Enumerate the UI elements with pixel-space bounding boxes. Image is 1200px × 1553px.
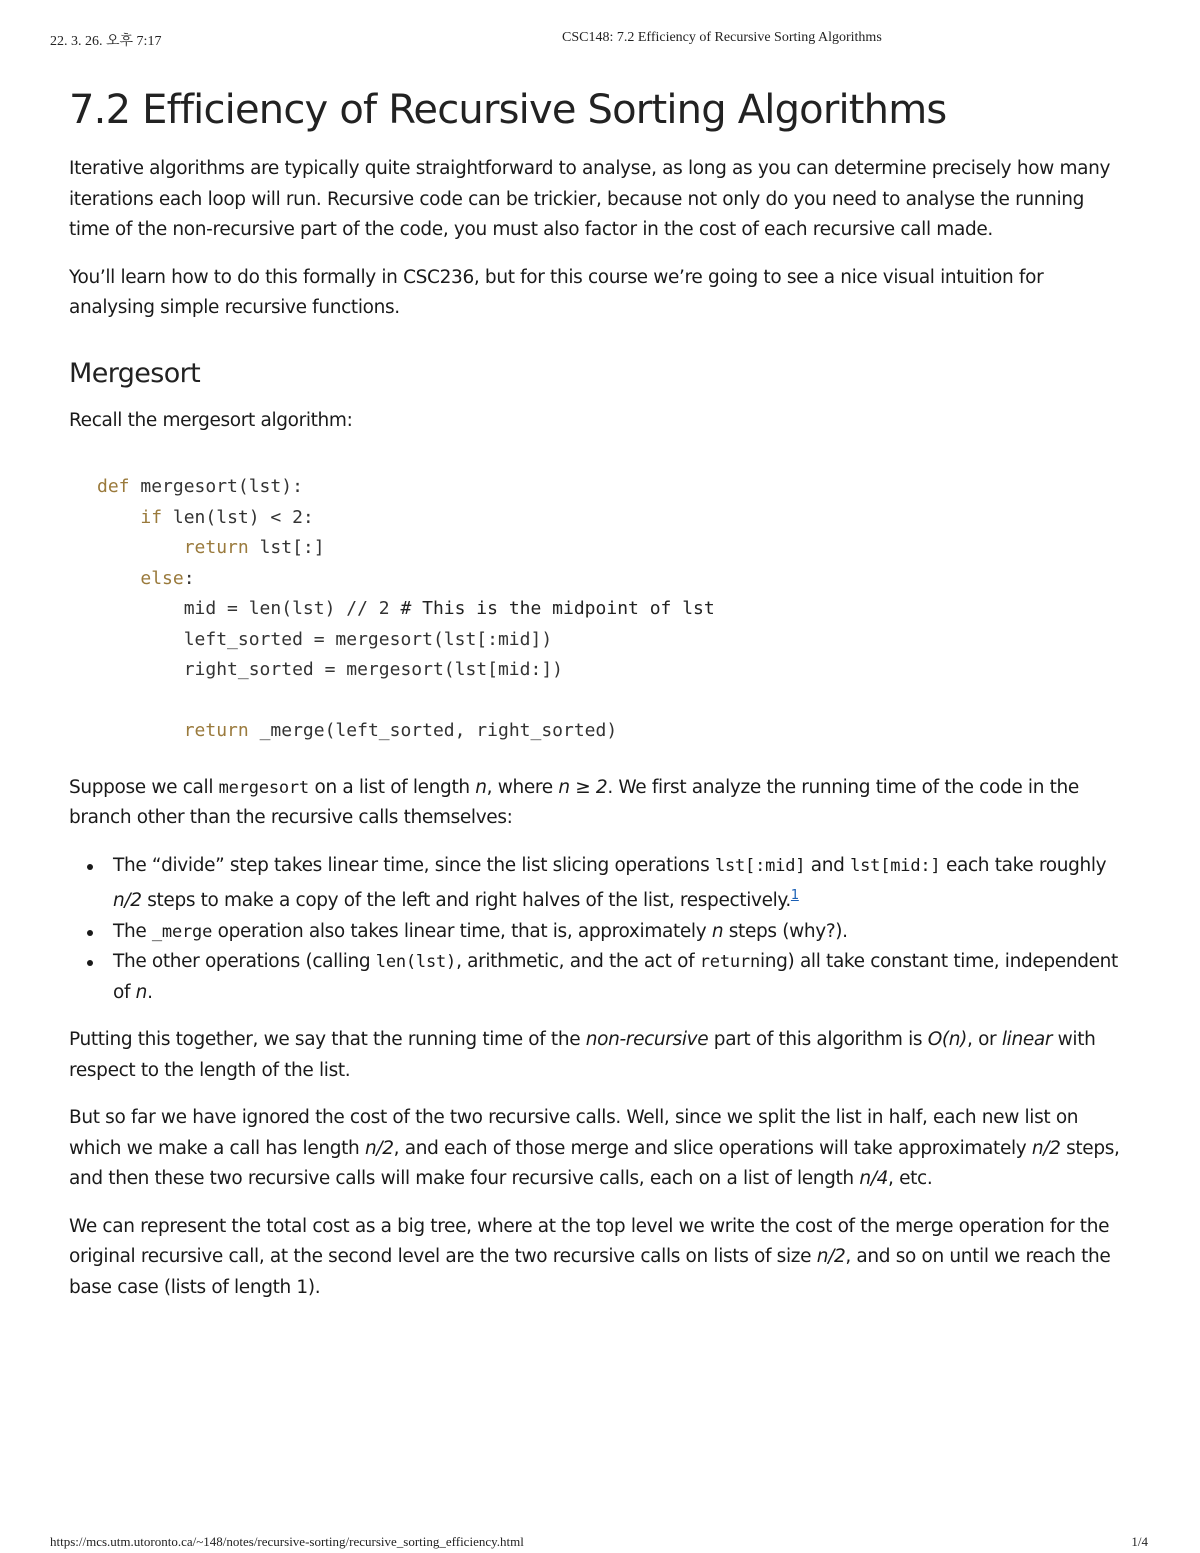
inline-code: lst[mid:]	[850, 855, 941, 876]
emphasis: non-recursive	[585, 1029, 709, 1051]
text-run: operation also takes linear time, that is, approximately	[212, 920, 712, 942]
cost-tree-paragraph	[69, 1212, 1129, 1304]
text-run: , or	[967, 1029, 1002, 1051]
text-run: , etc.	[888, 1168, 933, 1190]
text-run: .	[147, 981, 153, 1003]
intro-paragraph-1: Iterative algorithms are typically quite straightforward to analyse, as long as you can determine precisely how many iterations each loop will run. Recursive code can be trickier, because not only do you need to analyse the running time of the non-recursive part of the code, you must also factor in the cost of each recursive call made.	[69, 158, 1111, 240]
article	[69, 82, 1129, 1320]
code-text: right_sorted = mergesort(lst[mid:])	[183, 659, 563, 680]
bullet-other-operations	[113, 947, 1129, 1008]
print-url: https://mcs.utm.utoronto.ca/~148/notes/recursive-sorting/recursive_sorting_efficiency.html	[50, 1534, 524, 1549]
text-run: The other operations (calling	[113, 951, 376, 973]
cost-bullet-list	[69, 851, 1129, 1009]
math-n: n	[135, 981, 148, 1003]
text-run: on a list of length	[308, 776, 476, 798]
text-run: and	[805, 854, 851, 876]
code-keyword: def	[97, 476, 130, 497]
code-keyword: return	[183, 537, 249, 558]
math-n-half: n/2	[816, 1246, 846, 1268]
footnote-link-1[interactable]: 1	[790, 888, 799, 903]
text-run: steps (why?).	[723, 920, 848, 942]
text-run: , arithmetic, and the act of	[456, 951, 700, 973]
text-run: The	[113, 920, 152, 942]
text-run: Putting this together, we say that the running time of the	[69, 1029, 586, 1051]
text-run: But so far we have ignored the cost of the two recursive calls. Well, since we split the list in half, each new list on which we make a call has length	[69, 1107, 1079, 1159]
text-run: part of this algorithm is	[708, 1029, 928, 1051]
inline-code: lst[:mid]	[714, 855, 806, 876]
print-date: 22. 3. 26. 오후 7:17	[50, 34, 162, 49]
code-text: left_sorted = mergesort(lst[:mid])	[183, 628, 553, 650]
math-n-half: n/2	[1031, 1137, 1061, 1159]
page-title: 7.2 Efficiency of Recursive Sorting Algorithms	[69, 87, 947, 133]
suppose-paragraph	[69, 773, 1129, 834]
code-text: :	[183, 567, 195, 589]
text-run: The “divide” step takes linear time, since the list slicing operations	[113, 854, 715, 876]
math-n-half: n/2	[113, 890, 142, 912]
math-big-o: O(n)	[927, 1029, 968, 1051]
text-run: . We first analyze the running time of the code in the branch other than the recursive calls themselves:	[69, 776, 1079, 828]
print-header	[50, 30, 1148, 50]
code-text: mergesort(lst):	[129, 476, 303, 497]
text-run: steps to make a copy of the left and right halves of the list, respectively.	[141, 890, 791, 912]
print-doc-title: CSC148: 7.2 Efficiency of Recursive Sorting Algorithms	[562, 30, 882, 45]
print-footer	[50, 1534, 1148, 1552]
math-n: n	[475, 776, 487, 798]
code-keyword: else	[140, 567, 184, 589]
math-n-half: n/2	[364, 1137, 394, 1159]
inline-code: _merge	[151, 921, 213, 942]
bullet-merge-step	[113, 917, 1129, 948]
emphasis: linear	[1001, 1029, 1053, 1051]
text-run: ing) all take constant time, independent of	[113, 951, 1118, 1003]
text-run: We can represent the total cost as a big tree, where at the top level we write the cost of the merge operation for the original recursive call, at the second level are the two recursive calls on lists of size	[69, 1215, 1110, 1268]
math-n-quarter: n/4	[859, 1168, 889, 1190]
inline-code: mergesort	[218, 777, 309, 798]
code-text: _merge(left_sorted, right_sorted)	[248, 720, 618, 741]
putting-together-paragraph	[69, 1025, 1129, 1086]
recall-paragraph: Recall the mergesort algorithm:	[69, 409, 353, 431]
section-heading-mergesort: Mergesort	[69, 357, 201, 389]
code-comment: # This is the midpoint of lst	[400, 598, 715, 619]
text-run: steps, and then these two recursive calls will make four recursive calls, each on a list of length	[69, 1137, 1120, 1190]
mergesort-code-block	[97, 472, 1129, 747]
code-text: len(lst) < 2:	[162, 506, 314, 528]
code-text: lst[:]	[248, 537, 325, 558]
text-run: with respect to the length of the list.	[69, 1029, 1096, 1081]
text-run: Suppose we call	[69, 776, 219, 798]
recursive-calls-paragraph	[69, 1103, 1129, 1195]
text-run: each take roughly	[940, 854, 1107, 876]
code-keyword: if	[140, 506, 163, 528]
inline-code: len(lst)	[375, 952, 457, 973]
inline-code: return	[699, 952, 760, 973]
intro-paragraph-2: You’ll learn how to do this formally in CSC236, but for this course we’re going to see a nice visual intuition for analysing simple recursive functions.	[69, 266, 1044, 318]
text-run: , where	[486, 776, 559, 798]
code-keyword: return	[183, 720, 249, 741]
text-run: , and so on until we reach the base case (lists of length 1).	[69, 1246, 1111, 1298]
math-n: n	[711, 920, 724, 942]
math-condition: n ≥ 2	[558, 776, 608, 798]
bullet-divide-step	[113, 851, 1129, 917]
code-text: mid = len(lst) // 2	[183, 598, 401, 619]
page-number: 1/4	[1131, 1534, 1148, 1549]
text-run: , and each of those merge and slice operations will take approximately	[393, 1137, 1032, 1159]
